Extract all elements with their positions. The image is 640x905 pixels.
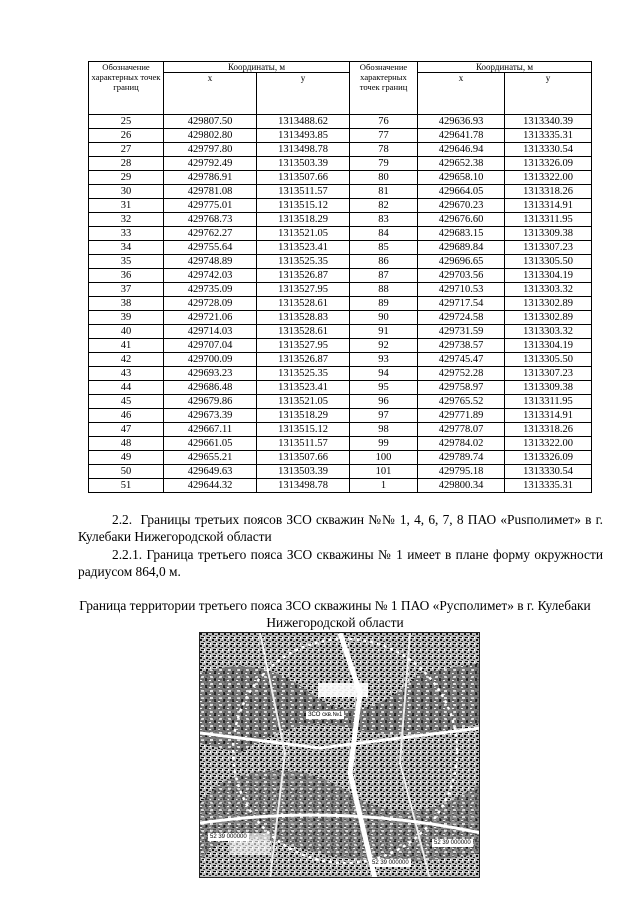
table-row	[89, 157, 592, 171]
table-cell: 45	[89, 395, 164, 409]
table-cell: 429696.65	[418, 255, 505, 269]
table-cell: 1313528.61	[257, 325, 350, 339]
table-row	[89, 227, 592, 241]
table-cell: 429703.56	[418, 269, 505, 283]
table-cell: 429646.94	[418, 143, 505, 157]
header-point-name-left: Обозначение характерных точек границ	[89, 62, 164, 115]
table-cell: 1313503.39	[257, 465, 350, 479]
table-cell: 95	[350, 381, 418, 395]
table-cell: 1313528.83	[257, 311, 350, 325]
table-cell: 429655.21	[164, 451, 257, 465]
table-row	[89, 199, 592, 213]
table-cell: 429728.09	[164, 297, 257, 311]
table-cell: 429745.47	[418, 353, 505, 367]
table-cell: 1313302.89	[505, 311, 592, 325]
table-cell: 429762.27	[164, 227, 257, 241]
table-cell: 429786.91	[164, 171, 257, 185]
table-cell: 1313515.12	[257, 199, 350, 213]
table-row	[89, 269, 592, 283]
table-cell: 429641.78	[418, 129, 505, 143]
table-cell: 90	[350, 311, 418, 325]
table-cell: 94	[350, 367, 418, 381]
table-cell: 93	[350, 353, 418, 367]
table-cell: 1313309.38	[505, 381, 592, 395]
table-cell: 1313507.66	[257, 451, 350, 465]
table-cell: 76	[350, 115, 418, 129]
table-cell: 429789.74	[418, 451, 505, 465]
table-cell: 1313527.95	[257, 339, 350, 353]
table-row	[89, 297, 592, 311]
table-cell: 429731.59	[418, 325, 505, 339]
table-row	[89, 381, 592, 395]
table-cell: 1313305.50	[505, 255, 592, 269]
table-cell: 38	[89, 297, 164, 311]
table-cell: 1313526.87	[257, 269, 350, 283]
table-cell: 84	[350, 227, 418, 241]
table-cell: 429768.73	[164, 213, 257, 227]
table-cell: 49	[89, 451, 164, 465]
table-cell: 429778.07	[418, 423, 505, 437]
table-cell: 1313518.29	[257, 213, 350, 227]
table-row	[89, 353, 592, 367]
table-cell: 429717.54	[418, 297, 505, 311]
table-cell: 1313527.95	[257, 283, 350, 297]
map-label-bottom: 52 39 000000	[372, 860, 409, 866]
table-cell: 429721.06	[164, 311, 257, 325]
table-cell: 429670.23	[418, 199, 505, 213]
section-heading-paragraph: 2.2. Границы третьих поясов ЗСО скважин №№ 1, 4, 6, 7, 8 ПАО «Рusполимет» в г. Кулебаки Нижегородской области	[78, 512, 603, 544]
map-label-left: 52 39 000000	[210, 834, 247, 840]
table-cell: 1313322.00	[505, 171, 592, 185]
table-cell: 48	[89, 437, 164, 451]
table-row	[89, 367, 592, 381]
table-cell: 1313493.85	[257, 129, 350, 143]
table-row	[89, 325, 592, 339]
table-cell: 1313303.32	[505, 283, 592, 297]
table-cell: 1313507.66	[257, 171, 350, 185]
table-cell: 1313518.29	[257, 409, 350, 423]
table-cell: 44	[89, 381, 164, 395]
table-cell: 429636.93	[418, 115, 505, 129]
table-cell: 1313515.12	[257, 423, 350, 437]
table-cell: 429710.53	[418, 283, 505, 297]
table-cell: 86	[350, 255, 418, 269]
table-cell: 429664.05	[418, 185, 505, 199]
table-cell: 87	[350, 269, 418, 283]
table-cell: 429661.05	[164, 437, 257, 451]
table-row	[89, 437, 592, 451]
map-label-right: 52 39 000000	[434, 840, 471, 846]
table-cell: 429742.03	[164, 269, 257, 283]
table-cell: 1313311.95	[505, 213, 592, 227]
table-row	[89, 479, 592, 493]
table-cell: 1313314.91	[505, 409, 592, 423]
table-cell: 1313525.35	[257, 367, 350, 381]
table-cell: 99	[350, 437, 418, 451]
table-cell: 42	[89, 353, 164, 367]
table-cell: 429765.52	[418, 395, 505, 409]
table-cell: 429724.58	[418, 311, 505, 325]
table-cell: 1313488.62	[257, 115, 350, 129]
table-row	[89, 283, 592, 297]
table-cell: 1313304.19	[505, 269, 592, 283]
table-cell: 429792.49	[164, 157, 257, 171]
table-cell: 88	[350, 283, 418, 297]
table-row	[89, 395, 592, 409]
table-cell: 78	[350, 143, 418, 157]
table-row	[89, 255, 592, 269]
table-row	[89, 465, 592, 479]
table-cell: 82	[350, 199, 418, 213]
table-cell: 429676.60	[418, 213, 505, 227]
table-cell: 429679.86	[164, 395, 257, 409]
table-cell: 1313330.54	[505, 465, 592, 479]
table-cell: 89	[350, 297, 418, 311]
table-cell: 101	[350, 465, 418, 479]
table-cell: 96	[350, 395, 418, 409]
section-text-paragraph: 2.2.1. Граница третьего пояса ЗСО скважины № 1 имеет в плане форму окружности радиусом 864,0 м.	[78, 547, 603, 579]
table-cell: 30	[89, 185, 164, 199]
table-cell: 51	[89, 479, 164, 493]
table-cell: 1313307.23	[505, 367, 592, 381]
table-cell: 1313521.05	[257, 227, 350, 241]
table-cell: 39	[89, 311, 164, 325]
table-row	[89, 339, 592, 353]
table-cell: 1313335.31	[505, 479, 592, 493]
table-cell: 429755.64	[164, 241, 257, 255]
table-row	[89, 213, 592, 227]
table-cell: 429667.11	[164, 423, 257, 437]
table-cell: 429714.03	[164, 325, 257, 339]
table-row	[89, 143, 592, 157]
table-cell: 1313309.38	[505, 227, 592, 241]
header-y-right: y	[505, 73, 592, 115]
table-cell: 429735.09	[164, 283, 257, 297]
table-cell: 25	[89, 115, 164, 129]
table-cell: 40	[89, 325, 164, 339]
table-cell: 429752.28	[418, 367, 505, 381]
table-cell: 1313521.05	[257, 395, 350, 409]
table-cell: 429689.84	[418, 241, 505, 255]
table-cell: 1313326.09	[505, 451, 592, 465]
table-cell: 31	[89, 199, 164, 213]
table-cell: 1313503.39	[257, 157, 350, 171]
table-cell: 1313335.31	[505, 129, 592, 143]
table-cell: 429683.15	[418, 227, 505, 241]
table-cell: 97	[350, 409, 418, 423]
table-cell: 77	[350, 129, 418, 143]
table-cell: 29	[89, 171, 164, 185]
table-cell: 1313322.00	[505, 437, 592, 451]
table-cell: 1313311.95	[505, 395, 592, 409]
table-row	[89, 451, 592, 465]
table-cell: 1313526.87	[257, 353, 350, 367]
figure-caption: Граница территории третьего пояса ЗСО скважины № 1 ПАО «Русполимет» в г. Кулебаки Нижегородской области	[79, 598, 591, 630]
table-cell: 429771.89	[418, 409, 505, 423]
table-cell: 429784.02	[418, 437, 505, 451]
header-y-left: y	[257, 73, 350, 115]
table-cell: 47	[89, 423, 164, 437]
table-cell: 34	[89, 241, 164, 255]
table-cell: 1313511.57	[257, 437, 350, 451]
table-cell: 1313511.57	[257, 185, 350, 199]
table-cell: 1313305.50	[505, 353, 592, 367]
table-cell: 429748.89	[164, 255, 257, 269]
table-cell: 36	[89, 269, 164, 283]
table-row	[89, 423, 592, 437]
table-cell: 79	[350, 157, 418, 171]
header-x-right: x	[418, 73, 505, 115]
table-cell: 1313498.78	[257, 479, 350, 493]
table-cell: 429707.04	[164, 339, 257, 353]
header-coords-left: Координаты, м	[164, 62, 350, 73]
table-cell: 26	[89, 129, 164, 143]
table-cell: 28	[89, 157, 164, 171]
table-cell: 429797.80	[164, 143, 257, 157]
table-cell: 429686.48	[164, 381, 257, 395]
table-row	[89, 241, 592, 255]
table-cell: 81	[350, 185, 418, 199]
table-cell: 1313326.09	[505, 157, 592, 171]
coordinates-table	[88, 61, 592, 493]
header-x-left: x	[164, 73, 257, 115]
table-cell: 1313528.61	[257, 297, 350, 311]
header-point-name-right: Обозначение характерных точек границ	[350, 62, 418, 115]
table-cell: 1313302.89	[505, 297, 592, 311]
table-cell: 429807.50	[164, 115, 257, 129]
table-cell: 429673.39	[164, 409, 257, 423]
table-row	[89, 171, 592, 185]
table-cell: 1313314.91	[505, 199, 592, 213]
map-label-center: ЗСО скв.№1	[308, 712, 343, 718]
aerial-map-image	[199, 632, 480, 878]
table-cell: 1313330.54	[505, 143, 592, 157]
table-cell: 429649.63	[164, 465, 257, 479]
table-cell: 429658.10	[418, 171, 505, 185]
table-cell: 41	[89, 339, 164, 353]
table-row	[89, 311, 592, 325]
table-cell: 429652.38	[418, 157, 505, 171]
table-cell: 429795.18	[418, 465, 505, 479]
table-row	[89, 129, 592, 143]
table-cell: 429775.01	[164, 199, 257, 213]
table-cell: 83	[350, 213, 418, 227]
table-cell: 37	[89, 283, 164, 297]
table-cell: 92	[350, 339, 418, 353]
header-coords-right: Координаты, м	[418, 62, 592, 73]
table-cell: 429700.09	[164, 353, 257, 367]
table-cell: 429802.80	[164, 129, 257, 143]
table-cell: 43	[89, 367, 164, 381]
table-cell: 1313303.32	[505, 325, 592, 339]
table-cell: 1313523.41	[257, 381, 350, 395]
table-cell: 429800.34	[418, 479, 505, 493]
table-cell: 27	[89, 143, 164, 157]
table-cell: 100	[350, 451, 418, 465]
table-cell: 1313318.26	[505, 185, 592, 199]
table-cell: 1313498.78	[257, 143, 350, 157]
table-cell: 35	[89, 255, 164, 269]
table-cell: 1313340.39	[505, 115, 592, 129]
table-row	[89, 115, 592, 129]
table-cell: 1313307.23	[505, 241, 592, 255]
table-cell: 46	[89, 409, 164, 423]
table-cell: 85	[350, 241, 418, 255]
table-row	[89, 409, 592, 423]
table-cell: 98	[350, 423, 418, 437]
table-cell: 429644.32	[164, 479, 257, 493]
table-cell: 91	[350, 325, 418, 339]
table-cell: 1313525.35	[257, 255, 350, 269]
table-cell: 32	[89, 213, 164, 227]
table-cell: 50	[89, 465, 164, 479]
table-cell: 429781.08	[164, 185, 257, 199]
table-cell: 1313304.19	[505, 339, 592, 353]
table-cell: 429758.97	[418, 381, 505, 395]
table-cell: 33	[89, 227, 164, 241]
table-cell: 80	[350, 171, 418, 185]
table-body	[89, 115, 592, 493]
table-cell: 1	[350, 479, 418, 493]
table-cell: 429738.57	[418, 339, 505, 353]
table-row	[89, 185, 592, 199]
table-cell: 1313523.41	[257, 241, 350, 255]
table-cell: 1313318.26	[505, 423, 592, 437]
table-cell: 429693.23	[164, 367, 257, 381]
